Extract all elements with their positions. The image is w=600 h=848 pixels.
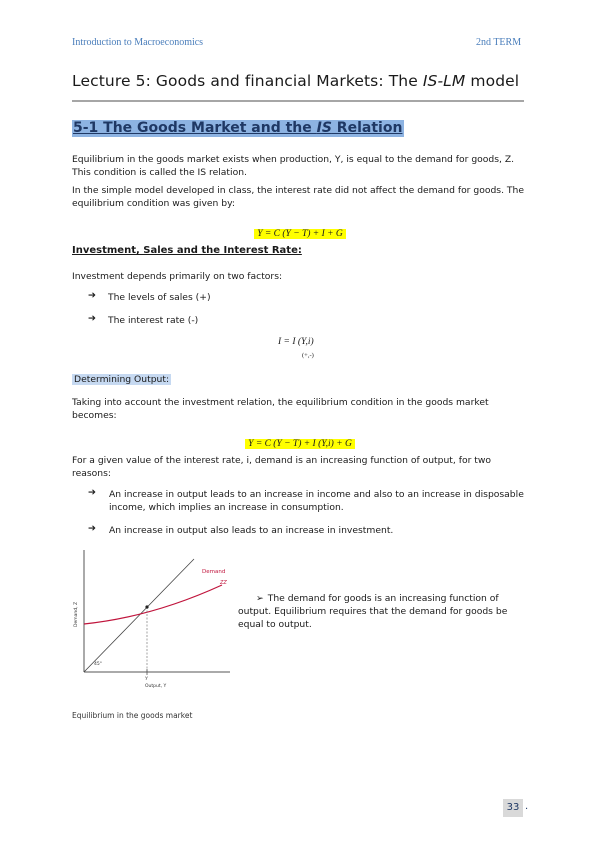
- factor-text: The levels of sales (+): [108, 292, 211, 303]
- title-model: IS-LM: [422, 72, 466, 90]
- demand-curve-zz: [84, 585, 222, 624]
- paragraph-investment-relation: Taking into account the investment relation, the equilibrium condition in the goods market becomes:: [72, 397, 489, 421]
- label-determining-output: Determining Output:: [74, 374, 170, 385]
- equation-2-signs: (+,-): [302, 352, 314, 359]
- header-term: 2nd TERM: [476, 37, 522, 48]
- x-axis-label: Output, Y: [145, 684, 167, 689]
- side-bullet-icon: ➢: [256, 593, 264, 604]
- factor-text: The interest rate (-): [108, 315, 199, 326]
- figure-explanation: [238, 592, 523, 631]
- paragraph-equilibrium: Equilibrium in the goods market exists when production, Y, is equal to the demand for goods, Z. This condition is called the IS relation.: [72, 154, 515, 178]
- title-suffix: model: [465, 72, 520, 90]
- demand-label: Demand: [202, 569, 226, 575]
- 45-degree-line: [84, 559, 194, 672]
- y-tick-label: Y: [145, 677, 148, 682]
- equilibrium-point: [145, 605, 148, 608]
- page-number: 33: [503, 799, 523, 817]
- equation-3-row: [0, 431, 600, 450]
- side-text: The demand for goods is an increasing function of output. Equilibrium requires that the demand for goods be equal to output.: [238, 593, 508, 630]
- page-title: [72, 72, 519, 90]
- title-prefix: Lecture 5: Goods and financial Markets: The: [72, 72, 423, 90]
- section-suffix: Relation: [331, 120, 403, 136]
- list-item: [88, 488, 524, 514]
- title-divider: [72, 100, 524, 102]
- arrow-bullet-icon: ➔: [88, 313, 96, 324]
- header-course-title: Introduction to Macroeconomics: [72, 37, 204, 48]
- arrow-bullet-icon: ➔: [88, 523, 96, 534]
- list-item: [88, 524, 524, 537]
- y-axis-label: Demand, Z: [74, 601, 79, 627]
- section-heading: [72, 120, 404, 137]
- angle-label: 45°: [94, 662, 102, 667]
- zz-label: ZZ: [220, 580, 227, 586]
- arrow-bullet-icon: ➔: [88, 290, 96, 301]
- paragraph-two-reasons: For a given value of the interest rate, i, demand is an increasing function of output, for two reasons:: [72, 455, 492, 479]
- equation-1-row: [0, 221, 600, 240]
- paragraph-investment-factors: Investment depends primarily on two factors:: [72, 271, 283, 282]
- subheading-investment: Investment, Sales and the Interest Rate:: [72, 245, 302, 256]
- reason-text: An increase in output also leads to an increase in investment.: [109, 525, 394, 536]
- equilibrium-figure: [72, 547, 232, 693]
- equation-2: I = I (Y,i): [278, 337, 314, 347]
- arrow-bullet-icon: ➔: [88, 487, 96, 498]
- figure-caption: Equilibrium in the goods market: [72, 711, 193, 720]
- reason-text: An increase in output leads to an increase in income and also to an increase in disposable income, which implies an increase in consumption.: [109, 489, 524, 513]
- equation-1: Y = C (Y − T) + I + G: [254, 229, 346, 239]
- page-number-dot: .: [525, 801, 529, 812]
- section-prefix: 5-1 The Goods Market and the: [73, 120, 317, 136]
- equation-3: Y = C (Y − T) + I (Y,i) + G: [245, 439, 355, 449]
- paragraph-simple-model: In the simple model developed in class, the interest rate did not affect the demand for goods. The equilibrium condition was given by:: [72, 185, 525, 209]
- section-is: IS: [316, 120, 332, 136]
